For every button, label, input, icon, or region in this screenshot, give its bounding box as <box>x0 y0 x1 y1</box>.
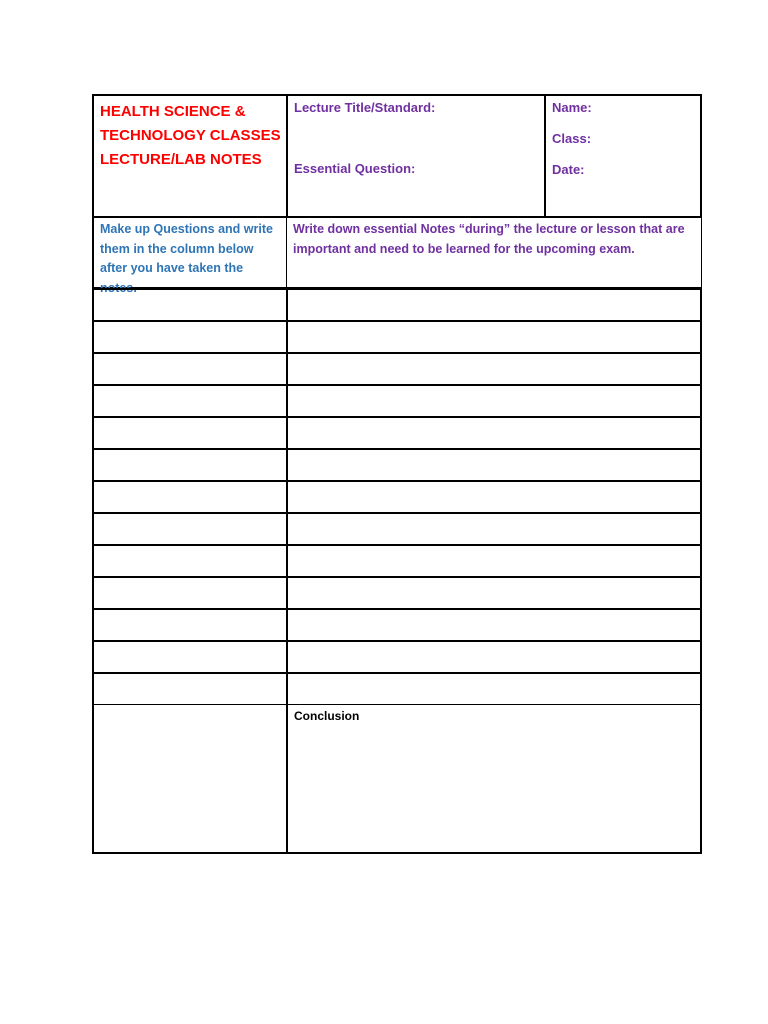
question-row-cell[interactable] <box>92 672 288 704</box>
note-row-cell[interactable] <box>286 288 702 320</box>
note-row-cell[interactable] <box>286 608 702 640</box>
questions-instruction-line: them in the column below <box>100 241 254 256</box>
questions-instruction-line: after you have taken the notes. <box>100 261 244 295</box>
note-row-cell[interactable] <box>286 672 702 704</box>
conclusion-cell[interactable] <box>286 704 702 854</box>
student-info-cell <box>544 94 702 218</box>
note-row-cell[interactable] <box>286 640 702 672</box>
question-row-cell[interactable] <box>92 640 288 672</box>
note-row-cell[interactable] <box>286 576 702 608</box>
questions-instruction-cell <box>92 218 288 295</box>
note-row-cell[interactable] <box>286 544 702 576</box>
note-row-cell[interactable] <box>286 416 702 448</box>
questions-instruction-line: Make up Questions and write <box>100 222 273 236</box>
note-row-cell[interactable] <box>286 480 702 512</box>
question-row-cell[interactable] <box>92 480 288 512</box>
title-line-2: TECHNOLOGY CLASSES <box>100 127 281 144</box>
cornell-notes-sheet <box>92 94 702 854</box>
notes-instruction-cell <box>286 218 702 288</box>
notes-instruction-line: Write down essential Notes “during” the lecture or lesson that are <box>293 222 685 236</box>
question-row-cell[interactable] <box>92 288 288 320</box>
question-row-cell[interactable] <box>92 576 288 608</box>
notes-instruction-line: important and need to be learned for the upcoming exam. <box>293 241 635 256</box>
conclusion-label: Conclusion <box>294 709 360 723</box>
question-row-cell[interactable] <box>92 448 288 480</box>
question-row-cell[interactable] <box>92 352 288 384</box>
question-row-cell[interactable] <box>92 544 288 576</box>
title-cell <box>92 94 288 218</box>
note-row-cell[interactable] <box>286 448 702 480</box>
date-label: Date: <box>552 162 585 177</box>
class-label: Class: <box>552 131 592 146</box>
note-row-cell[interactable] <box>286 384 702 416</box>
question-row-cell[interactable] <box>92 320 288 352</box>
question-row-cell[interactable] <box>92 512 288 544</box>
question-row-cell[interactable] <box>92 384 288 416</box>
question-row-cell[interactable] <box>92 608 288 640</box>
document-title <box>94 96 288 176</box>
question-row-cell[interactable] <box>92 416 288 448</box>
note-row-cell[interactable] <box>286 512 702 544</box>
notes-instruction-text <box>287 218 701 261</box>
title-line-1: HEALTH SCIENCE & <box>100 103 246 120</box>
lecture-cell <box>286 94 546 218</box>
lecture-title-label: Lecture Title/Standard: <box>294 100 436 115</box>
note-row-cell[interactable] <box>286 320 702 352</box>
conclusion-questions-cell[interactable] <box>92 704 288 854</box>
title-line-3: LECTURE/LAB NOTES <box>100 151 262 168</box>
name-label: Name: <box>552 100 592 115</box>
essential-question-label: Essential Question: <box>294 161 416 176</box>
note-row-cell[interactable] <box>286 352 702 384</box>
